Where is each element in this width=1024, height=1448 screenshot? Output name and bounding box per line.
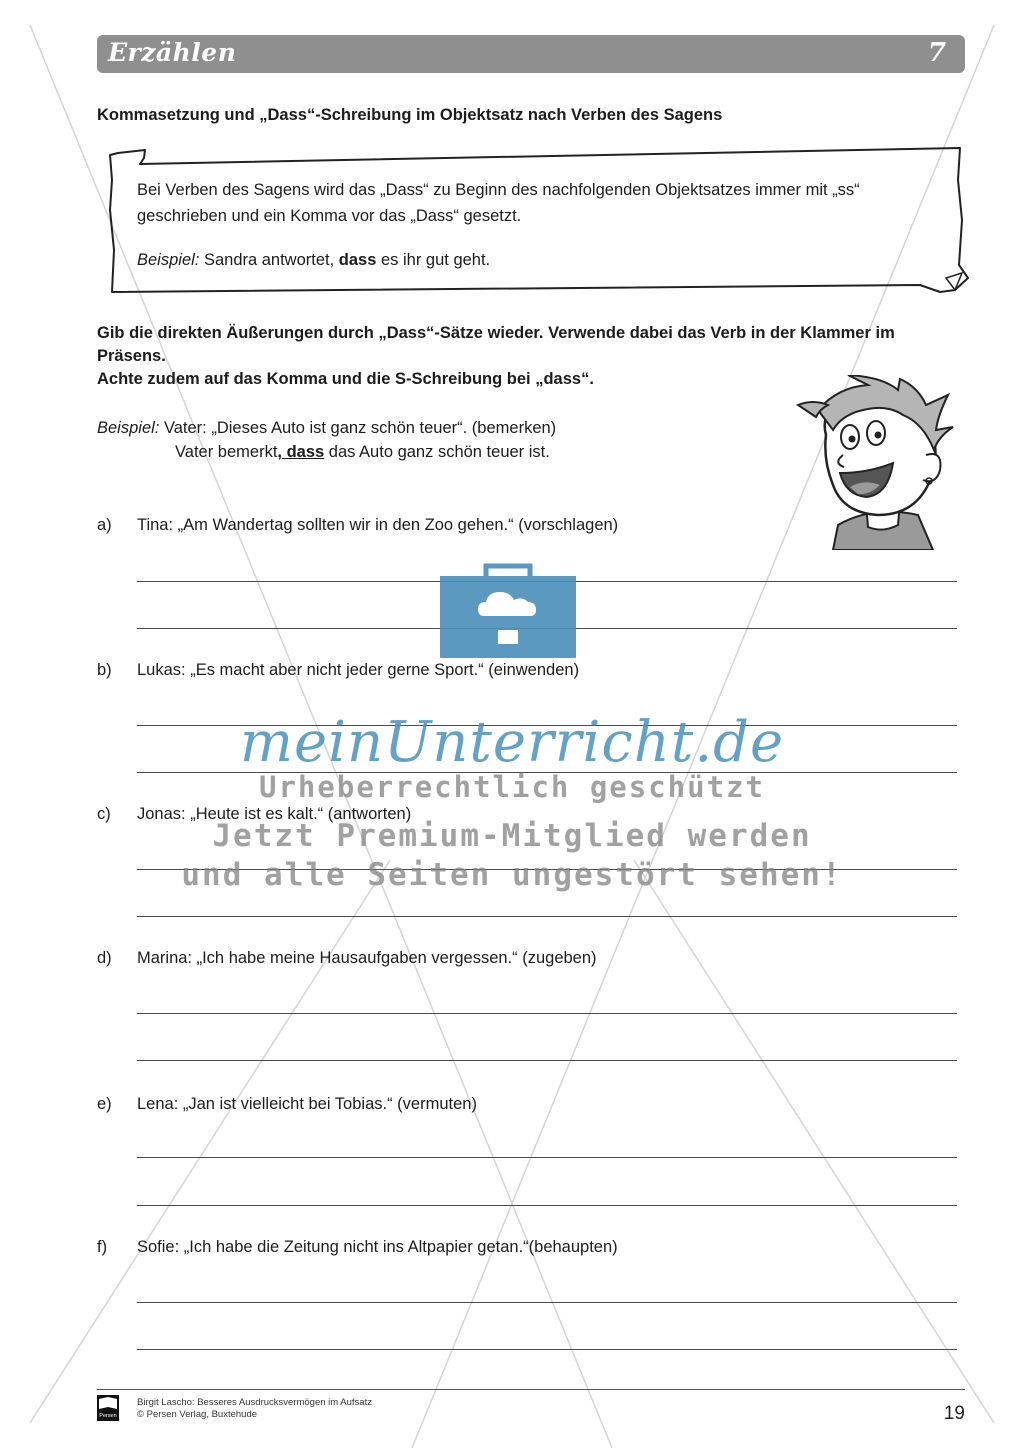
watermark-brand: meinUnterricht.de [239, 710, 785, 775]
answer-line [137, 1349, 957, 1350]
task-letter-b: b) [97, 661, 112, 679]
chapter-number: 7 [927, 38, 946, 68]
watermark-line2: Jetzt Premium-Mitglied werden [212, 818, 812, 854]
task-text-e: Lena: „Jan ist vielleicht bei Tobias.“ (vermuten) [137, 1095, 477, 1113]
example-line2 [175, 443, 550, 462]
section-title: Kommasetzung und „Dass“-Schreibung im Objektsatz nach Verben des Sagens [97, 106, 723, 124]
answer-line [137, 1302, 957, 1303]
task-text-d: Marina: „Ich habe meine Hausaufgaben vergessen.“ (zugeben) [137, 949, 597, 967]
answer-line [137, 916, 957, 917]
rule-example-bold: dass [338, 251, 377, 269]
persen-logo-text: Persen [99, 1413, 117, 1419]
footer-credits [137, 1397, 372, 1421]
footer-line2: © Persen Verlag, Buxtehude [137, 1409, 258, 1420]
footer-rule [97, 1389, 965, 1390]
answer-line [137, 1013, 957, 1014]
rule-example [137, 251, 490, 270]
task-letter-d: d) [97, 949, 112, 967]
example-line1 [97, 419, 556, 438]
boy-illustration [788, 375, 958, 550]
header-title: Erzählen [108, 38, 237, 67]
task-text-f: Sofie: „Ich habe die Zeitung nicht ins Altpapier getan.“(behaupten) [137, 1238, 618, 1256]
task-letter-f: f) [97, 1238, 108, 1256]
example-quote: Vater: „Dieses Auto ist ganz schön teuer“. (bemerken) [159, 419, 557, 437]
answer-line [137, 1157, 957, 1158]
task-letter-e: e) [97, 1095, 112, 1113]
example-line2-post: das Auto ganz schön teuer ist. [324, 443, 550, 461]
task-letter-a: a) [97, 516, 112, 534]
rule-example-label: Beispiel: [137, 251, 200, 269]
task-text-b: Lukas: „Es macht aber nicht jeder gerne Sport.“ (einwenden) [137, 661, 580, 679]
rule-example-pre: Sandra antwortet, [199, 251, 339, 269]
persen-logo [97, 1395, 119, 1421]
answer-line [137, 1060, 957, 1061]
example-line2-pre: Vater bemerkt [175, 443, 278, 461]
answer-line [137, 1205, 957, 1206]
rule-example-post: es ihr gut geht. [376, 251, 491, 269]
task-letter-c: c) [97, 805, 111, 823]
instructions-line1: Gib die direkten Äußerungen durch „Dass“-Sätze wieder. Verwende dabei das Verb in der Klammer im Präsens. [97, 324, 895, 365]
rule-text: Bei Verben des Sagens wird das „Dass“ zu Beginn des nachfolgenden Objektsatzes immer mit „ss“ geschrieben und ein Komma vor das „Dass“ gesetzt. [137, 181, 860, 225]
task-text-c: Jonas: „Heute ist es kalt.“ (antworten) [137, 805, 412, 823]
example-line2-bold: , dass [277, 443, 325, 461]
briefcase-cloud-icon [438, 560, 578, 660]
footer-line1: Birgit Lascho: Besseres Ausdrucksvermögen im Aufsatz [137, 1397, 372, 1408]
page-number: 19 [943, 1403, 965, 1424]
task-text-a: Tina: „Am Wandertag sollten wir in den Zoo gehen.“ (vorschlagen) [137, 516, 619, 534]
watermark-line1: Urheberrechtlich geschützt [259, 770, 765, 804]
example-label: Beispiel: [97, 419, 160, 437]
instructions-line2: Achte zudem auf das Komma und die S-Schreibung bei „dass“. [97, 370, 594, 388]
watermark-line3: und alle Seiten ungestört sehen! [181, 857, 843, 893]
